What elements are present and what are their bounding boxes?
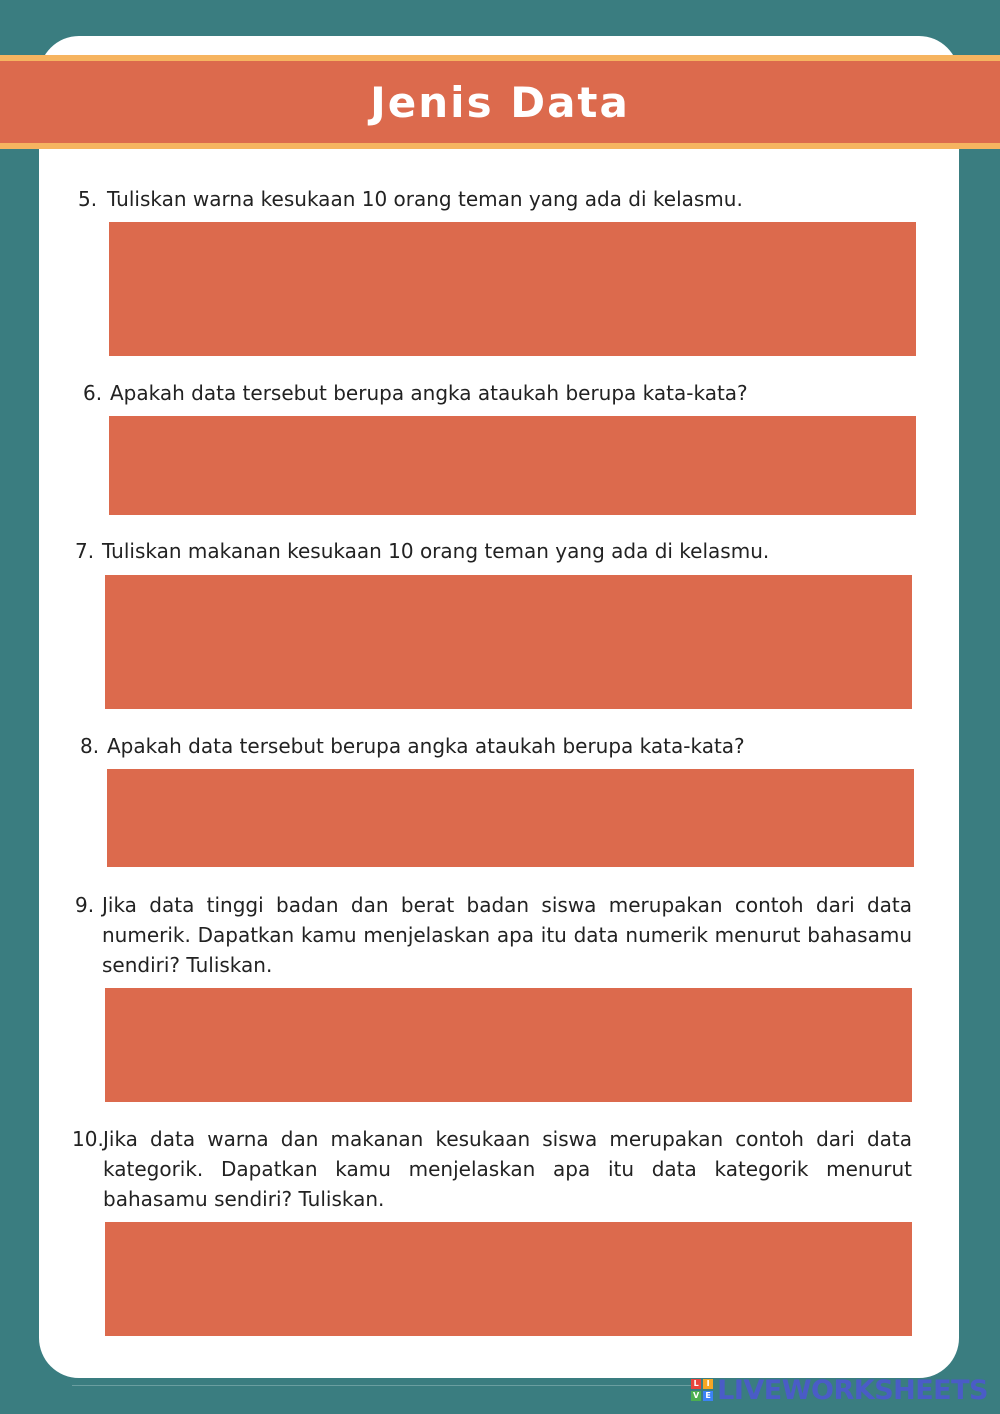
answer-box-8[interactable] bbox=[107, 769, 914, 867]
title-banner bbox=[0, 55, 1000, 149]
logo-letter: V bbox=[693, 1391, 700, 1400]
logo-letter: E bbox=[703, 1391, 713, 1401]
question-10 bbox=[72, 1124, 912, 1214]
question-8 bbox=[80, 731, 915, 761]
liveworksheets-logo-icon bbox=[691, 1379, 713, 1401]
answer-box-7[interactable] bbox=[105, 575, 912, 709]
question-number: 7. bbox=[75, 539, 95, 563]
answer-box-5[interactable] bbox=[109, 222, 916, 356]
question-text: Tuliskan warna kesukaan 10 orang teman yang ada di kelasmu. bbox=[107, 187, 743, 211]
question-9 bbox=[75, 890, 912, 980]
question-text: Jika data tinggi badan dan berat badan siswa merupakan contoh dari data numerik. Dapatkan kamu menjelaskan apa itu data numerik menurut bahasamu sendiri? Tuliskan. bbox=[102, 893, 912, 977]
answer-box-10[interactable] bbox=[105, 1222, 912, 1336]
page-title: Jenis Data bbox=[370, 77, 630, 127]
question-number: 8. bbox=[80, 734, 100, 758]
question-7 bbox=[75, 536, 915, 566]
question-text: Tuliskan makanan kesukaan 10 orang teman yang ada di kelasmu. bbox=[102, 539, 770, 563]
question-number: 10. bbox=[72, 1127, 104, 1151]
footer-divider bbox=[72, 1385, 692, 1386]
logo-text: LIVEWORKSHEETS bbox=[717, 1374, 988, 1406]
answer-box-9[interactable] bbox=[105, 988, 912, 1102]
logo-letter: L bbox=[691, 1379, 701, 1389]
question-text: Jika data warna dan makanan kesukaan siswa merupakan contoh dari data kategorik. Dapatkan kamu menjelaskan apa itu data kategorik menurut bahasamu sendiri? Tuliskan. bbox=[103, 1127, 912, 1211]
question-number: 5. bbox=[78, 187, 98, 211]
question-6 bbox=[83, 378, 918, 408]
logo-letter: I bbox=[703, 1379, 713, 1389]
question-text: Apakah data tersebut berupa angka ataukah berupa kata-kata? bbox=[107, 734, 745, 758]
liveworksheets-logo[interactable] bbox=[691, 1373, 988, 1407]
question-number: 6. bbox=[83, 381, 103, 405]
question-text: Apakah data tersebut berupa angka ataukah berupa kata-kata? bbox=[110, 381, 748, 405]
answer-box-6[interactable] bbox=[109, 416, 916, 515]
question-number: 9. bbox=[75, 893, 95, 917]
question-5 bbox=[78, 184, 918, 214]
